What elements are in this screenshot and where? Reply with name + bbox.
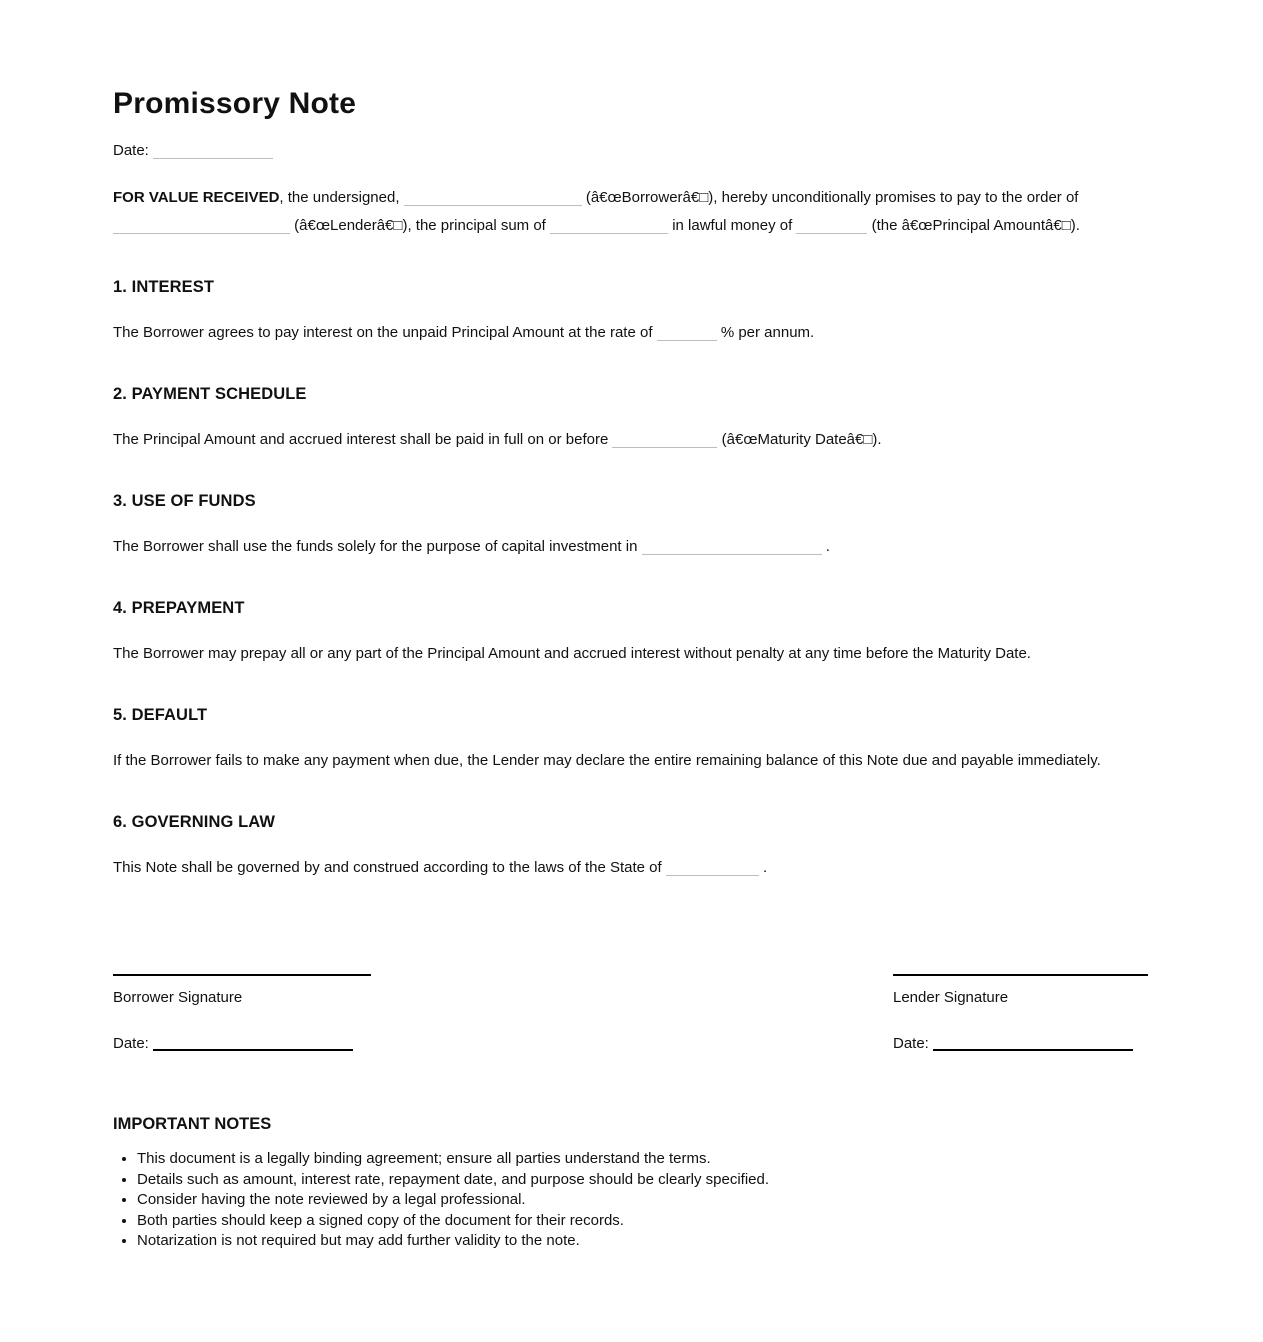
section-default-text: If the Borrower fails to make any payment when due, the Lender may declare the entire remaining balance of this Note due and payable immediately. <box>113 752 1101 769</box>
section-prepayment <box>113 598 1148 668</box>
intro-lead: FOR VALUE RECEIVED <box>113 189 280 206</box>
list-item: • Notarization is not required but may add further validity to the note. <box>137 1231 1148 1252</box>
section-use-of-funds <box>113 491 1148 561</box>
section-payment-schedule-heading: 2. PAYMENT SCHEDULE <box>113 385 307 403</box>
document-content <box>113 86 1148 1252</box>
section-payment-schedule <box>113 384 1148 454</box>
section-interest-heading: 1. INTEREST <box>113 278 215 296</box>
intro-borrower-tag: (â€œBorrowerâ€□), hereby unconditionally promises to pay to the order of <box>585 189 1079 206</box>
list-item: • This document is a legally binding agreement; ensure all parties understand the terms. <box>137 1149 1148 1170</box>
investment-purpose-blank <box>642 539 822 555</box>
borrower-date-row <box>113 1034 371 1054</box>
section-prepayment-heading: 4. PREPAYMENT <box>113 599 245 617</box>
section-governing-law <box>113 812 1148 882</box>
intro-paragraph <box>113 184 1148 240</box>
payment-text-after: (â€œMaturity Dateâ€□). <box>721 431 882 448</box>
state-blank <box>666 860 759 876</box>
lender-date-line <box>933 1037 1133 1051</box>
section-default-heading: 5. DEFAULT <box>113 706 208 724</box>
borrower-date-label: Date: <box>113 1035 149 1052</box>
intro-money-text: in lawful money of <box>672 217 793 234</box>
lender-signature-column <box>893 974 1148 1054</box>
borrower-signature-line <box>113 974 371 976</box>
section-governing-law-heading: 6. GOVERNING LAW <box>113 813 276 831</box>
lender-signature-line <box>893 974 1148 976</box>
maturity-date-blank <box>612 432 717 448</box>
law-text-before: This Note shall be governed by and construed according to the laws of the State of <box>113 859 662 876</box>
lender-signature-label: Lender Signature <box>893 989 1009 1006</box>
payment-text-before: The Principal Amount and accrued interest shall be paid in full on or before <box>113 431 609 448</box>
date-row <box>113 140 1148 162</box>
borrower-signature-label: Borrower Signature <box>113 989 243 1006</box>
intro-lender-tag: (â€œLenderâ€□), the principal sum of <box>294 217 546 234</box>
section-interest-text <box>113 319 1148 347</box>
important-notes-heading: IMPORTANT NOTES <box>113 1115 272 1133</box>
currency-blank <box>796 218 867 234</box>
law-text-after: . <box>763 859 768 876</box>
section-governing-law-text <box>113 854 1148 882</box>
borrower-signature-column <box>113 974 371 1054</box>
funds-text-after: . <box>825 538 830 555</box>
section-prepayment-text: The Borrower may prepay all or any part of the Principal Amount and accrued interest without penalty at any time before the Maturity Date. <box>113 645 1031 662</box>
date-label: Date: <box>113 142 149 159</box>
borrower-name-blank <box>404 190 582 206</box>
document-title: Promissory Note <box>113 87 357 120</box>
list-item: • Consider having the note reviewed by a legal professional. <box>137 1190 1148 1211</box>
section-interest <box>113 277 1148 347</box>
interest-text-after: % per annum. <box>720 324 815 341</box>
section-default <box>113 705 1148 775</box>
section-use-of-funds-text <box>113 533 1148 561</box>
list-item: • Details such as amount, interest rate, repayment date, and purpose should be clearly specified. <box>137 1170 1148 1191</box>
lender-date-label: Date: <box>893 1035 929 1052</box>
lender-date-row <box>893 1034 1148 1054</box>
section-payment-schedule-text <box>113 426 1148 454</box>
signature-block <box>113 974 1148 1054</box>
principal-sum-blank <box>550 218 668 234</box>
borrower-date-line <box>153 1037 353 1051</box>
date-blank <box>153 143 273 159</box>
intro-after-lead: , the undersigned, <box>279 189 400 206</box>
lender-name-blank <box>113 218 290 234</box>
important-notes-section <box>113 1114 1148 1252</box>
interest-rate-blank <box>657 325 717 341</box>
interest-text-before: The Borrower agrees to pay interest on the unpaid Principal Amount at the rate of <box>113 324 653 341</box>
funds-text-before: The Borrower shall use the funds solely for the purpose of capital investment in <box>113 538 638 555</box>
section-use-of-funds-heading: 3. USE OF FUNDS <box>113 492 256 510</box>
list-item: • Both parties should keep a signed copy of the document for their records. <box>137 1211 1148 1232</box>
intro-principal-tag: (the â€œPrincipal Amountâ€□). <box>871 217 1080 234</box>
important-notes-list <box>113 1149 1148 1252</box>
